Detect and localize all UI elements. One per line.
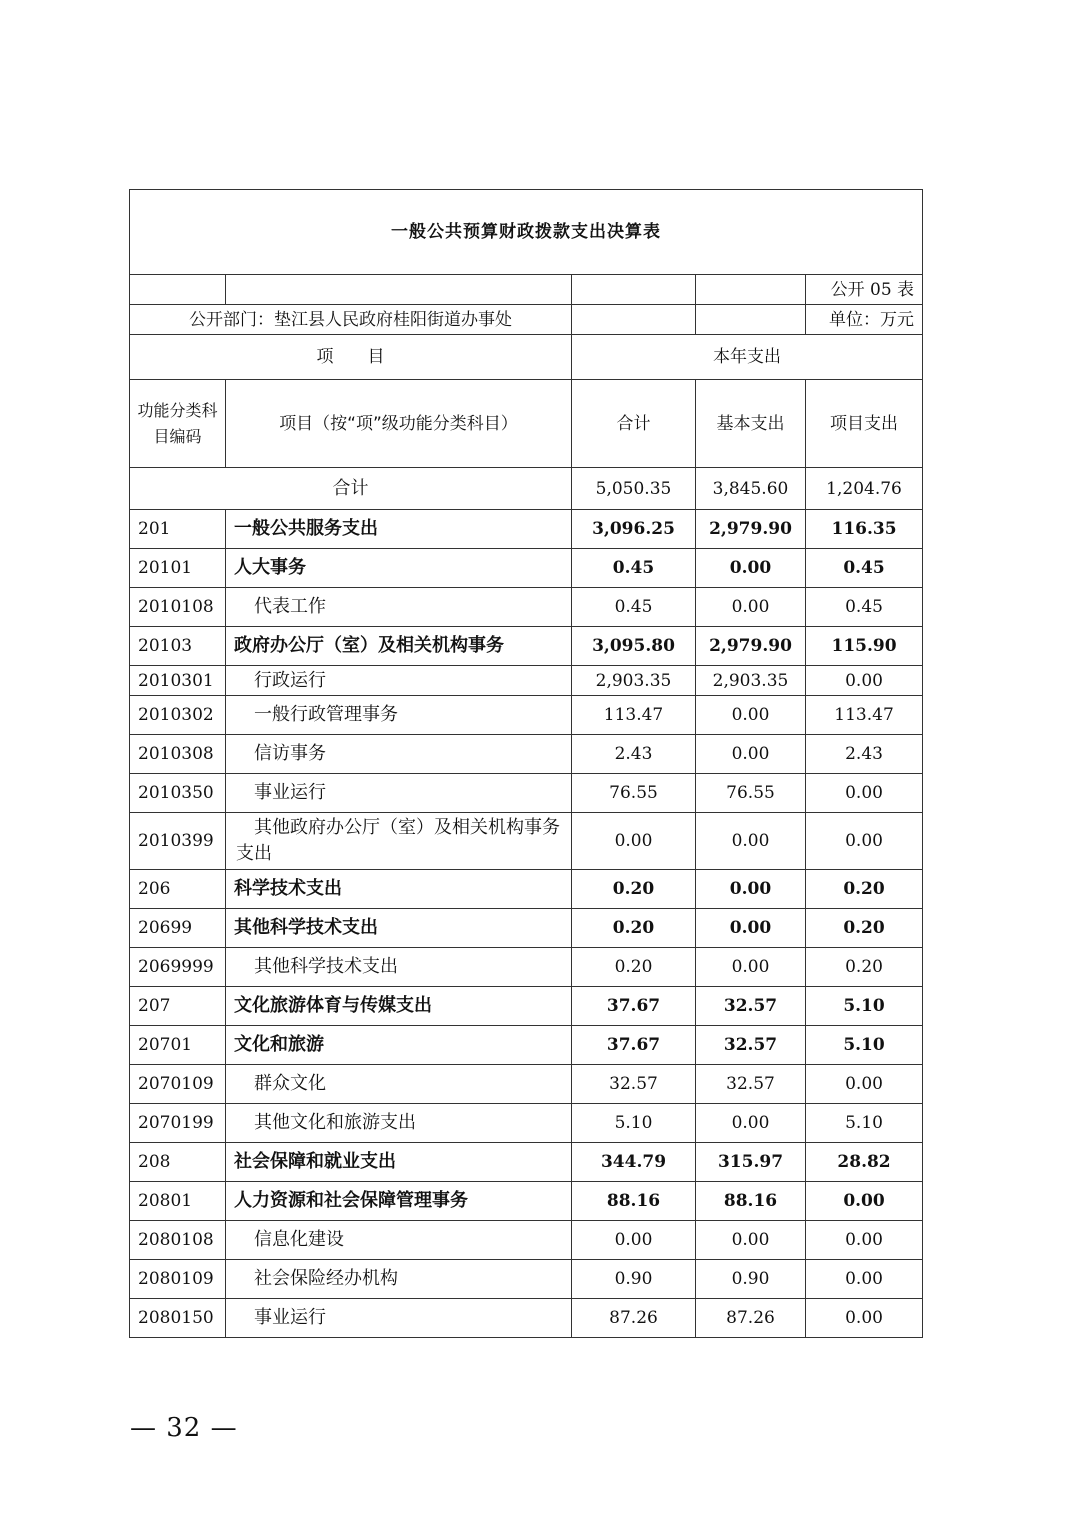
row-basic: 2,903.35 (696, 666, 806, 696)
total-sum: 5,050.35 (572, 468, 696, 510)
row-total: 0.20 (572, 948, 696, 987)
row-code: 2069999 (130, 948, 226, 987)
row-basic: 0.00 (696, 1104, 806, 1143)
table-row (130, 588, 923, 627)
table-row (130, 948, 923, 987)
total-label: 合计 (130, 468, 572, 510)
row-project: 0.00 (806, 813, 923, 870)
table-row (130, 987, 923, 1026)
total-basic: 3,845.60 (696, 468, 806, 510)
row-name: 群众文化 (226, 1065, 572, 1104)
row-total: 113.47 (572, 696, 696, 735)
row-code: 2010302 (130, 696, 226, 735)
table-row (130, 735, 923, 774)
row-basic: 2,979.90 (696, 510, 806, 549)
row-project: 115.90 (806, 627, 923, 666)
total-project: 1,204.76 (806, 468, 923, 510)
row-total: 32.57 (572, 1065, 696, 1104)
row-basic: 0.00 (696, 696, 806, 735)
row-name: 一般行政管理事务 (226, 696, 572, 735)
row-project: 5.10 (806, 987, 923, 1026)
row-project: 5.10 (806, 1026, 923, 1065)
row-total: 0.00 (572, 813, 696, 870)
row-name: 科学技术支出 (226, 870, 572, 909)
header-basic: 基本支出 (696, 380, 806, 468)
row-basic: 2,979.90 (696, 627, 806, 666)
row-total: 87.26 (572, 1299, 696, 1338)
table-row (130, 1065, 923, 1104)
row-name: 事业运行 (226, 774, 572, 813)
row-project: 0.20 (806, 948, 923, 987)
row-basic: 315.97 (696, 1143, 806, 1182)
row-project: 0.45 (806, 549, 923, 588)
row-code: 20101 (130, 549, 226, 588)
row-name: 政府办公厅（室）及相关机构事务 (226, 627, 572, 666)
row-project: 2.43 (806, 735, 923, 774)
row-basic: 32.57 (696, 1026, 806, 1065)
row-total: 0.45 (572, 549, 696, 588)
row-project: 0.20 (806, 909, 923, 948)
row-basic: 0.00 (696, 870, 806, 909)
row-project: 0.00 (806, 1260, 923, 1299)
row-basic: 0.00 (696, 948, 806, 987)
page-number: — 32 — (130, 1413, 238, 1443)
row-total: 37.67 (572, 1026, 696, 1065)
table-row (130, 666, 923, 696)
row-project: 28.82 (806, 1143, 923, 1182)
row-name: 信息化建设 (226, 1221, 572, 1260)
row-total: 3,096.25 (572, 510, 696, 549)
table-row (130, 627, 923, 666)
table-row (130, 510, 923, 549)
row-basic: 0.00 (696, 588, 806, 627)
row-name: 其他政府办公厅（室）及相关机构事务支出 (226, 813, 572, 870)
row-project: 0.00 (806, 666, 923, 696)
header-project: 项目支出 (806, 380, 923, 468)
row-code: 2080150 (130, 1299, 226, 1338)
table-row (130, 813, 923, 870)
row-basic: 32.57 (696, 1065, 806, 1104)
table-row (130, 1104, 923, 1143)
row-name: 一般公共服务支出 (226, 510, 572, 549)
row-total: 3,095.80 (572, 627, 696, 666)
row-project: 0.00 (806, 1299, 923, 1338)
row-name: 人力资源和社会保障管理事务 (226, 1182, 572, 1221)
row-code: 20801 (130, 1182, 226, 1221)
row-basic: 0.00 (696, 909, 806, 948)
row-code: 2010399 (130, 813, 226, 870)
row-name: 其他科学技术支出 (226, 909, 572, 948)
table-title: 一般公共预算财政拨款支出决算表 (130, 190, 923, 275)
row-project: 0.45 (806, 588, 923, 627)
table-row (130, 909, 923, 948)
row-name: 行政运行 (226, 666, 572, 696)
row-project: 113.47 (806, 696, 923, 735)
row-code: 2010350 (130, 774, 226, 813)
row-code: 2080109 (130, 1260, 226, 1299)
row-code: 201 (130, 510, 226, 549)
row-code: 2010108 (130, 588, 226, 627)
row-basic: 76.55 (696, 774, 806, 813)
table-row (130, 549, 923, 588)
row-code: 2010301 (130, 666, 226, 696)
row-code: 2070199 (130, 1104, 226, 1143)
row-total: 37.67 (572, 987, 696, 1026)
row-total: 344.79 (572, 1143, 696, 1182)
row-project: 0.00 (806, 1182, 923, 1221)
row-basic: 0.00 (696, 1221, 806, 1260)
table-row (130, 774, 923, 813)
table-row (130, 1026, 923, 1065)
row-total: 2,903.35 (572, 666, 696, 696)
row-total: 76.55 (572, 774, 696, 813)
table-row (130, 1299, 923, 1338)
row-basic: 0.00 (696, 813, 806, 870)
row-project: 0.00 (806, 774, 923, 813)
row-code: 2070109 (130, 1065, 226, 1104)
row-total: 0.45 (572, 588, 696, 627)
row-basic: 0.00 (696, 735, 806, 774)
row-basic: 0.00 (696, 549, 806, 588)
header-total: 合计 (572, 380, 696, 468)
row-name: 代表工作 (226, 588, 572, 627)
row-code: 2010308 (130, 735, 226, 774)
form-number: 公开 05 表 (806, 275, 923, 305)
table-row (130, 1182, 923, 1221)
row-name: 文化旅游体育与传媒支出 (226, 987, 572, 1026)
row-code: 20699 (130, 909, 226, 948)
row-project: 0.20 (806, 870, 923, 909)
row-total: 0.00 (572, 1221, 696, 1260)
row-total: 0.20 (572, 909, 696, 948)
row-name: 社会保险经办机构 (226, 1260, 572, 1299)
row-basic: 88.16 (696, 1182, 806, 1221)
row-code: 208 (130, 1143, 226, 1182)
row-total: 0.20 (572, 870, 696, 909)
row-total: 5.10 (572, 1104, 696, 1143)
row-name: 其他科学技术支出 (226, 948, 572, 987)
row-basic: 87.26 (696, 1299, 806, 1338)
row-project: 0.00 (806, 1221, 923, 1260)
row-project: 5.10 (806, 1104, 923, 1143)
row-basic: 0.90 (696, 1260, 806, 1299)
table-row (130, 1260, 923, 1299)
row-name: 信访事务 (226, 735, 572, 774)
budget-table (129, 189, 923, 1338)
header-this-year: 本年支出 (572, 335, 923, 380)
row-name: 其他文化和旅游支出 (226, 1104, 572, 1143)
unit-label: 单位：万元 (806, 305, 923, 335)
header-item: 项 目 (130, 335, 572, 380)
table-row (130, 1221, 923, 1260)
row-name: 社会保障和就业支出 (226, 1143, 572, 1182)
row-name: 事业运行 (226, 1299, 572, 1338)
row-code: 206 (130, 870, 226, 909)
department-label: 公开部门：垫江县人民政府桂阳街道办事处 (130, 305, 572, 335)
row-name: 人大事务 (226, 549, 572, 588)
row-project: 0.00 (806, 1065, 923, 1104)
table-row (130, 870, 923, 909)
row-total: 88.16 (572, 1182, 696, 1221)
table-row (130, 1143, 923, 1182)
header-name: 项目（按“项”级功能分类科目） (226, 380, 572, 468)
row-name: 文化和旅游 (226, 1026, 572, 1065)
table-row (130, 696, 923, 735)
row-total: 2.43 (572, 735, 696, 774)
row-code: 20103 (130, 627, 226, 666)
row-basic: 32.57 (696, 987, 806, 1026)
row-code: 2080108 (130, 1221, 226, 1260)
row-code: 207 (130, 987, 226, 1026)
row-code: 20701 (130, 1026, 226, 1065)
header-code: 功能分类科目编码 (130, 380, 226, 468)
row-project: 116.35 (806, 510, 923, 549)
row-total: 0.90 (572, 1260, 696, 1299)
